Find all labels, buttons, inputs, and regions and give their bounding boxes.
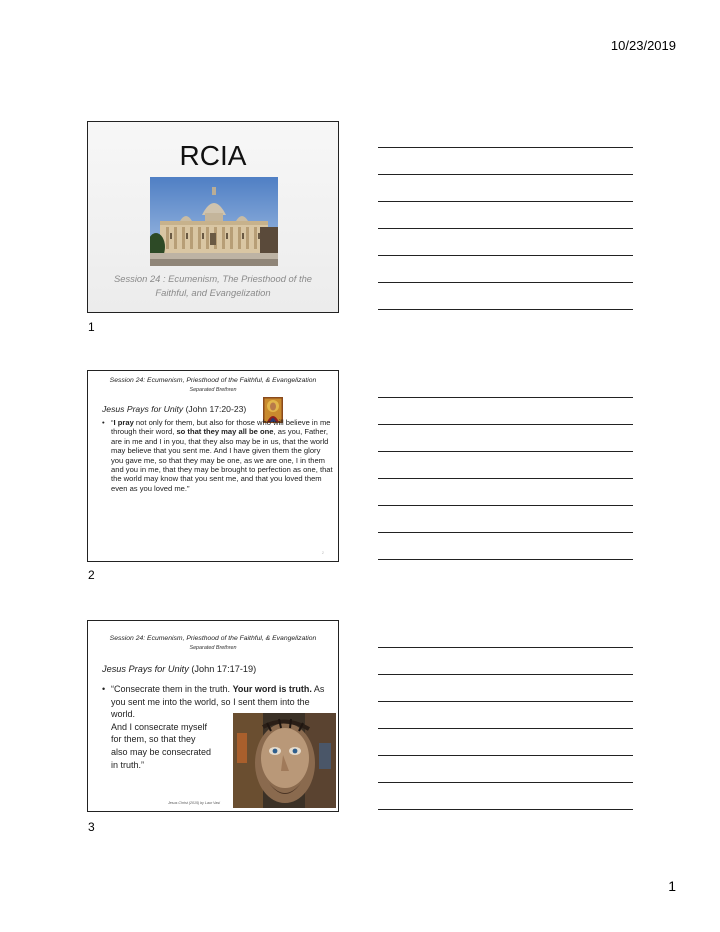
slide-3-subheader: Separated Brethren bbox=[189, 645, 237, 651]
note-line bbox=[378, 309, 633, 310]
quote-text-2: , as you, Father, are in me and I in you, that they also may be in us, that the world may believe that you sent me. And I have given them the glory you gave me, so that they may be one, as we are one, I in them and you in me, that they may be brought to perfection as one, that the world may know that you sent me, and that you loved them even as you loved me.” bbox=[111, 427, 333, 493]
note-line bbox=[378, 647, 633, 648]
slide-3-heading bbox=[102, 664, 256, 674]
quote-line-3: also may be consecrated bbox=[111, 746, 212, 757]
slide-1-thumbnail bbox=[87, 121, 339, 313]
slide-2-page-marker: 2 bbox=[321, 550, 324, 555]
note-line bbox=[378, 674, 633, 675]
quote-line-4: in truth.” bbox=[111, 759, 145, 770]
quote-open: “ bbox=[111, 418, 114, 427]
slide-2-subheader: Separated Brethren bbox=[189, 387, 237, 393]
slide-1-number: 1 bbox=[88, 320, 95, 334]
slide-3-heading-ref: (John 17:17-19) bbox=[188, 664, 257, 674]
quote-text-1: “Consecrate them in the truth. bbox=[111, 684, 233, 694]
note-line bbox=[378, 782, 633, 783]
quote-bold-1: I pray bbox=[113, 418, 134, 427]
note-line bbox=[378, 532, 633, 533]
note-line bbox=[378, 809, 633, 810]
note-line bbox=[378, 559, 633, 560]
note-line bbox=[378, 174, 633, 175]
slide-2-thumbnail bbox=[87, 370, 339, 562]
note-line bbox=[378, 228, 633, 229]
note-line bbox=[378, 282, 633, 283]
quote-bold-2: so that they may all be one bbox=[176, 427, 274, 437]
quote-text-2: As you sent me into the world, so I sent them into the world. bbox=[111, 684, 325, 720]
slide-2-heading bbox=[102, 404, 246, 414]
quote-line-2: for them, so that they bbox=[111, 734, 196, 745]
note-line bbox=[378, 701, 633, 702]
slide-3-heading-title: Jesus Prays for Unity bbox=[102, 664, 189, 674]
note-line bbox=[378, 424, 633, 425]
page-number: 1 bbox=[668, 878, 676, 894]
slide-2-number: 2 bbox=[88, 568, 95, 582]
slide-3-thumbnail bbox=[87, 620, 339, 812]
note-line bbox=[378, 505, 633, 506]
note-line bbox=[378, 451, 633, 452]
bullet-icon: • bbox=[102, 418, 105, 427]
slide-2-heading-ref: (John 17:20-23) bbox=[183, 404, 247, 414]
note-line bbox=[378, 147, 633, 148]
slide-3-image-caption: Jesus Christ (2015) by Laur Vasi bbox=[168, 801, 220, 805]
bullet-icon: • bbox=[102, 684, 106, 694]
header-date: 10/23/2019 bbox=[610, 38, 676, 53]
jesus-christ-painting bbox=[233, 713, 336, 808]
slide-1-subtitle: Session 24 : Ecumenism, The Priesthood of the Faithful, and Evangelization bbox=[113, 273, 313, 298]
slide-2-quote bbox=[102, 418, 334, 493]
slide-3-header: Session 24: Ecumenism, Priesthood of the Faithful, & Evangelization bbox=[109, 635, 317, 642]
slide-1-title: RCIA bbox=[179, 140, 247, 171]
quote-bold-1: Your word is truth. bbox=[232, 684, 312, 694]
note-line bbox=[378, 755, 633, 756]
note-line bbox=[378, 478, 633, 479]
slide-3-number: 3 bbox=[88, 820, 95, 834]
slide-2-heading-title: Jesus Prays for Unity bbox=[102, 404, 184, 414]
note-line bbox=[378, 255, 633, 256]
note-line bbox=[378, 397, 633, 398]
quote-line-1: And I consecrate myself bbox=[111, 721, 208, 732]
quote-text-1: not only for them, but also for those who will believe in me through their word, bbox=[111, 418, 331, 437]
slide-2-header: Session 24: Ecumenism, Priesthood of the Faithful, & Evangelization bbox=[109, 377, 317, 384]
st-peters-basilica-photo bbox=[150, 177, 278, 266]
note-line bbox=[378, 201, 633, 202]
note-line bbox=[378, 728, 633, 729]
